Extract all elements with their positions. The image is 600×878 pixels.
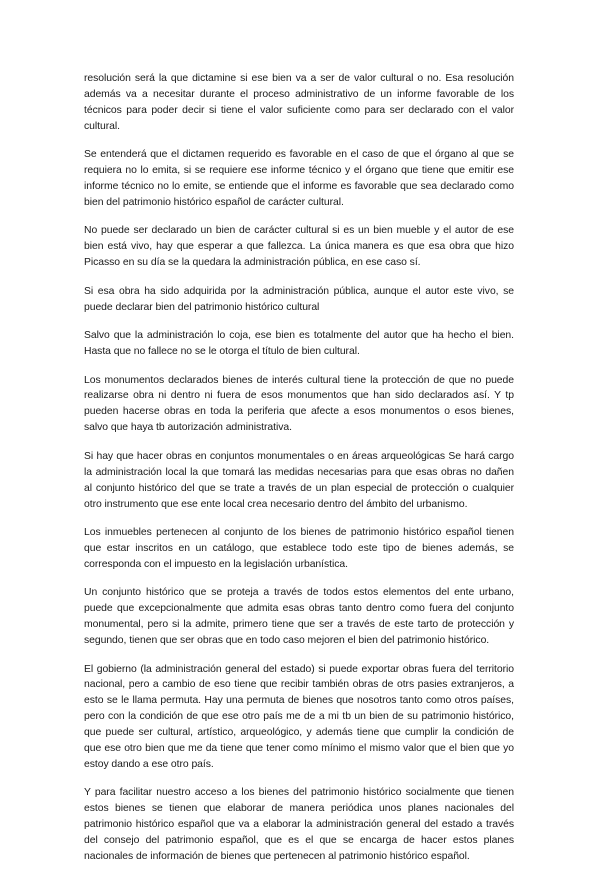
paragraph: resolución será la que dictamine si ese bien va a ser de valor cultural o no. Esa resolución además va a necesitar durante el proceso administrativo de un informe favorable de los técnicos para poder decir si tiene el valor suficiente como para ser declarado con el valor cultural. — [84, 73, 514, 132]
paragraph: Salvo que la administración lo coja, ese bien es totalmente del autor que ha hecho el bien. Hasta que no fallece no se le otorga el título de bien cultural. — [84, 330, 514, 358]
paragraph: Los inmuebles pertenecen al conjunto de los bienes de patrimonio histórico español tienen que estar inscritos en un catálogo, que establece todo este tipo de bienes además, se corresponda con el impuesto en la legislación urbanística. — [84, 527, 514, 570]
paragraph: Se entenderá que el dictamen requerido es favorable en el caso de que el órgano al que se requiera no lo emita, si se requiere ese informe técnico y el órgano que tiene que emitir ese informe técnico no lo emite, se entiende que el informe es favorable que sea declarado como bien del patrimonio histórico español de carácter cultural. — [84, 149, 514, 208]
paragraph: El gobierno (la administración general del estado) si puede exportar obras fuera del territorio nacional, pero a cambio de eso tiene que recibir también obras de otrs pasies extranjeros, a esto se le llama permuta. Hay una permuta de bienes que nosotros tanto como otros países, pero con la condición de que ese otro país me de a mi tb un bien de su patrimonio histórico, que puede ser cultural, artístico, arqueológico, y además tiene que cumplir la condición de que ese otro bien que me da tiene que tener como mínimo el mismo valor que el bien que yo estoy dando a ese otro país. — [84, 663, 514, 770]
paragraph: Si hay que hacer obras en conjuntos monumentales o en áreas arqueológicas Se hará cargo la administración local la que tomará las medidas necesarias para que esas obras no dañen al conjunto histórico del que se trate a través de un plan especial de protección o cualquier otro instrumento que ese ente local crea necesario dentro del ámbito del urbanismo. — [84, 450, 514, 510]
paragraph: Si esa obra ha sido adquirida por la administración pública, aunque el autor este vivo, se puede declarar bien del patrimonio histórico cultural — [84, 285, 514, 313]
paragraph: Y para facilitar nuestro acceso a los bienes del patrimonio histórico socialmente que tienen estos bienes se tienen que elaborar de manera periódica unos planes nacionales del patrimonio histórico español que va a elaborar la administración general del estado a través del consejo del patrimonio español, que es el que se encarga de hacer estos planes nacionales de información de bienes que pertenecen al patrimonio histórico español. — [84, 787, 514, 863]
paragraph: No puede ser declarado un bien de carácter cultural si es un bien mueble y el autor de ese bien está vivo, hay que esperar a que fallezca. La única manera es que esa obra que hizo Picasso en su día se la quedara la administración pública, en ese caso sí. — [84, 225, 514, 269]
body-text — [84, 71, 514, 878]
paragraph: Los monumentos declarados bienes de interés cultural tiene la protección de que no puede realizarse obra ni dentro ni fuera de esos monumentos que han sido declarados así. Y tp pueden hacerse obras en toda la periferia que afecte a esos monumentos o esos bienes, salvo que haya tb autorización administrativa. — [84, 374, 514, 434]
paragraph: Un conjunto histórico que se proteja a través de todos estos elementos del ente urbano, puede que excepcionalmente que admita esas obras tanto dentro como fuera del conjunto monumental, pero si la admite, primero tiene que ser a través de este tarto de protección y segundo, tienen que ser obras que en todo caso mejoren el bien del patrimonio histórico. — [84, 587, 514, 647]
